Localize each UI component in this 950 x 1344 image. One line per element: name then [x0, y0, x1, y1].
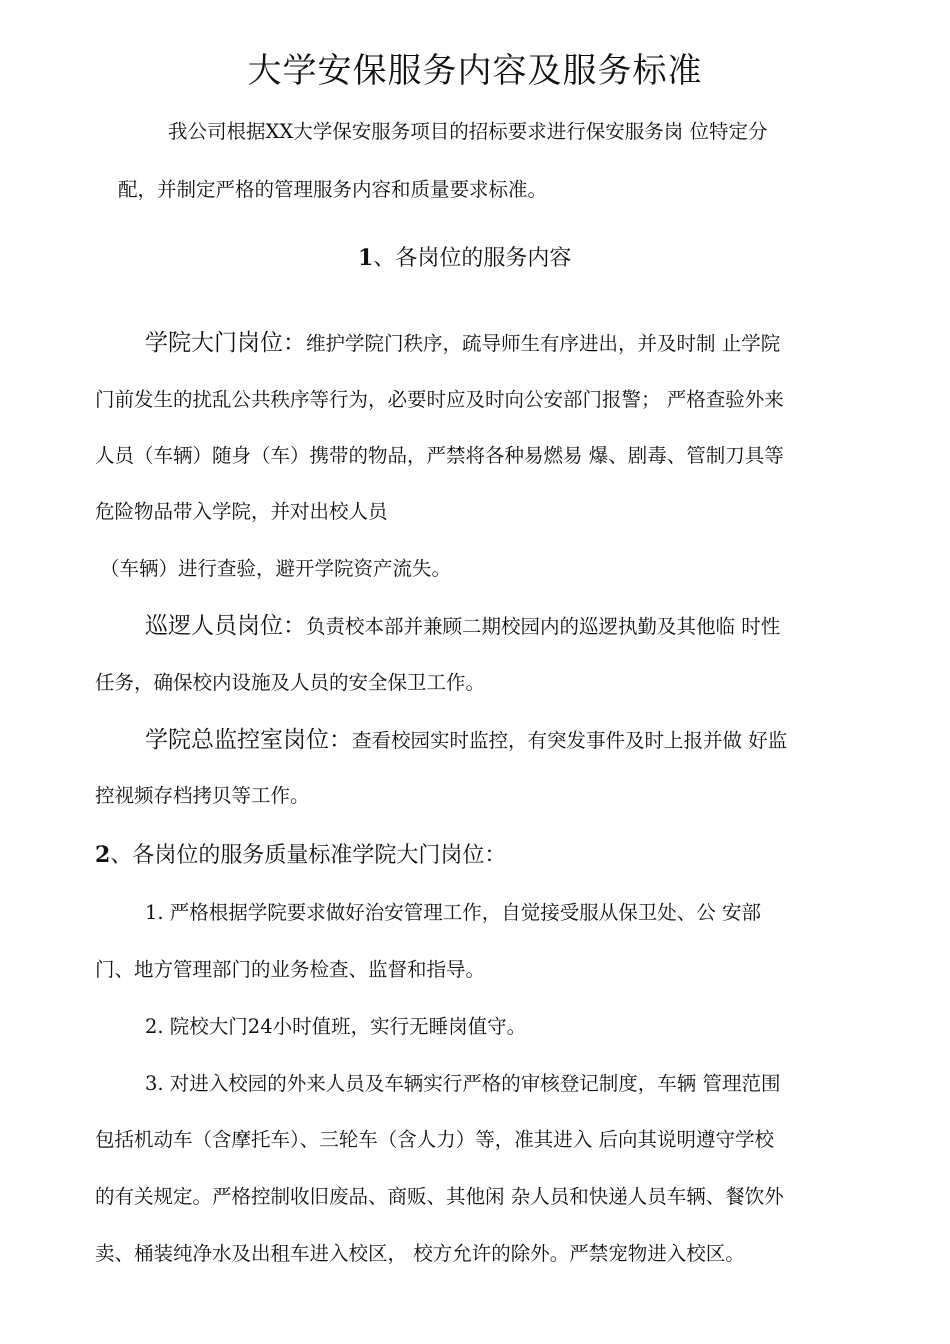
patrol-paragraph-line-1 — [145, 611, 780, 642]
intro-line-1: 我公司根据XX大学保安服务项目的招标要求进行保安服务岗 位特定分 — [168, 120, 768, 143]
section-1-heading-text: 、各岗位的服务内容 — [373, 246, 572, 271]
gate-paragraph-line-4: 危险物品带入学院，并对出校人员 — [95, 500, 388, 523]
item-3-line-4: 卖、桶装纯净水及出租车进入校区， 校方允许的除外。严禁宠物进入校区。 — [95, 1242, 745, 1265]
section-2-heading-text: 、各岗位的服务质量标准学院大门岗位： — [110, 843, 507, 868]
section-1-heading — [358, 242, 571, 275]
patrol-post-label: 巡逻人员岗位： — [145, 613, 306, 639]
monitor-post-label: 学院总监控室岗位： — [145, 727, 352, 753]
item-3-line-2: 包括机动车（含摩托车）、三轮车（含人力）等，准其进入 后向其说明遵守学校 — [95, 1128, 774, 1151]
gate-paragraph-line-1 — [145, 328, 780, 359]
section-1-number: 1 — [358, 245, 374, 271]
monitor-line-1-text: 查看校园实时监控，有突发事件及时上报并做 好监 — [352, 729, 788, 752]
item-2-line-1: 2. 院校大门24小时值班，实行无睡岗值守。 — [145, 1015, 527, 1038]
item-3-line-3: 的有关规定。严格控制收旧废品、商贩、其他闲 杂人员和快递人员车辆、餐饮外 — [95, 1185, 784, 1208]
gate-paragraph-line-2: 门前发生的扰乱公共秩序等行为，必要时应及时向公安部门报警； 严格查验外来 — [95, 388, 784, 411]
item-1-line-2: 门、地方管理部门的业务检查、监督和指导。 — [95, 958, 486, 981]
item-3-line-1: 3. 对进入校园的外来人员及车辆实行严格的审核登记制度，车辆 管理范围 — [145, 1072, 781, 1095]
section-2-heading — [95, 839, 506, 872]
monitor-paragraph-line-1 — [145, 725, 787, 756]
gate-paragraph-line-5: （车辆）进行查验，避开学院资产流失。 — [100, 557, 452, 580]
item-1-line-1: 1. 严格根据学院要求做好治安管理工作，自觉接受服从保卫处、公 安部 — [145, 901, 762, 924]
document-title: 大学安保服务内容及服务标准 — [247, 51, 703, 91]
patrol-paragraph-line-2: 任务，确保校内设施及人员的安全保卫工作。 — [95, 671, 486, 694]
intro-line-2: 配，并制定严格的管理服务内容和质量要求标准。 — [118, 178, 548, 201]
gate-post-label: 学院大门岗位： — [145, 330, 306, 356]
patrol-line-1-text: 负责校本部并兼顾二期校园内的巡逻执勤及其他临 时性 — [306, 615, 781, 638]
gate-paragraph-line-3: 人员（车辆）随身（车）携带的物品，严禁将各种易燃易 爆、剧毒、管制刀具等 — [95, 444, 784, 467]
section-2-number: 2 — [95, 842, 111, 868]
monitor-paragraph-line-2: 控视频存档拷贝等工作。 — [95, 784, 310, 807]
gate-line-1-text: 维护学院门秩序，疏导师生有序进出，并及时制 止学院 — [306, 332, 781, 355]
